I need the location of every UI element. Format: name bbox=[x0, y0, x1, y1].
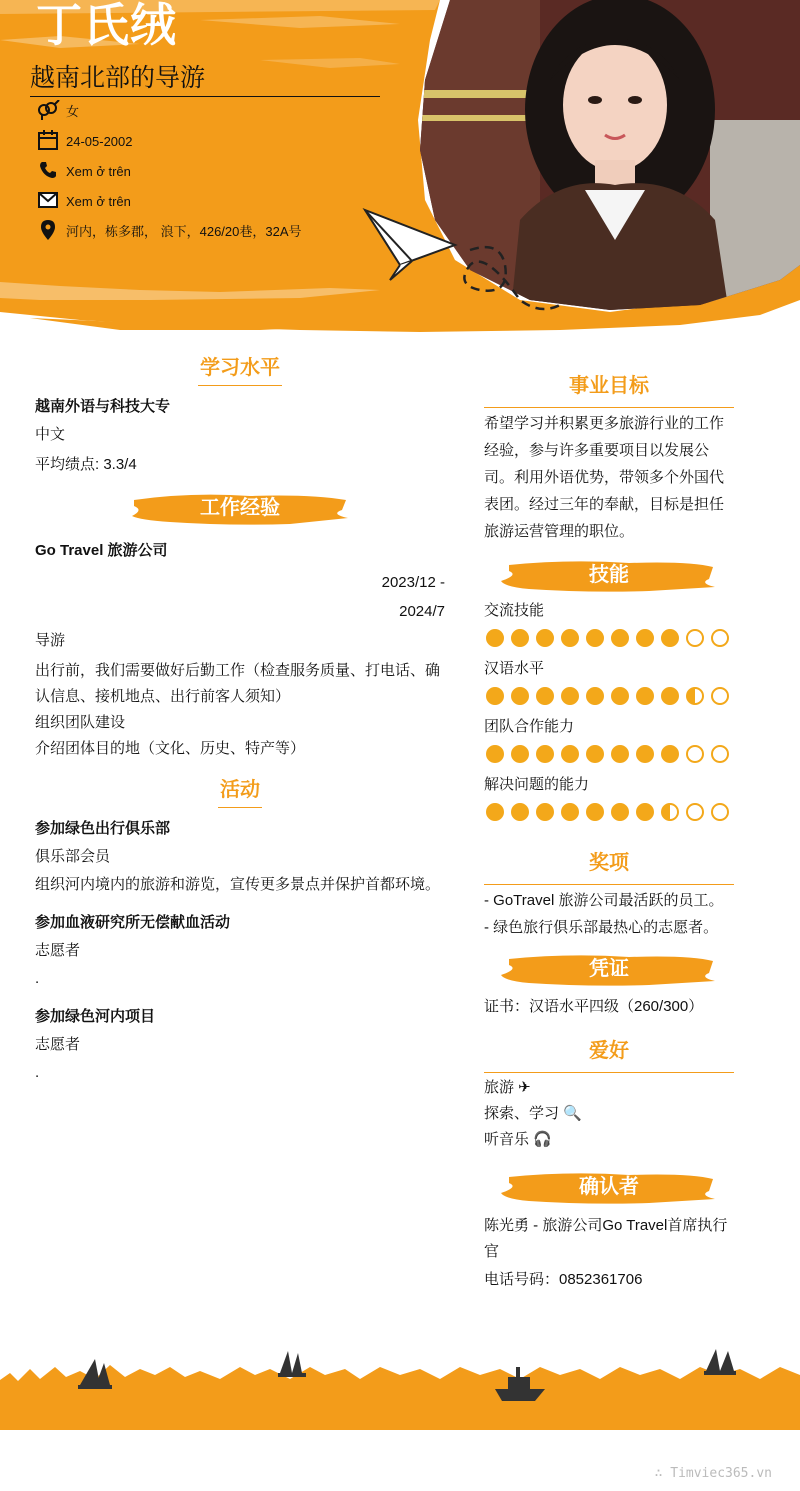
job-title: 越南北部的导游 bbox=[30, 58, 380, 97]
experience-duty: 出行前，我们需要做好后勤工作（检查服务质量、打电话、确认信息、接机地点、出行前客人须知） bbox=[35, 662, 441, 705]
objective-text: 希望学习并积累更多旅游行业的工作经验，参与许多重要项目以发展公司。利用外语优势，带领多个外国代表团。经过三年的奉献，目标是担任旅游运营管理的职位。 bbox=[484, 415, 725, 540]
rating-dot bbox=[611, 745, 629, 763]
rating-dot bbox=[611, 803, 629, 821]
rating-dot bbox=[536, 687, 554, 705]
rating-dot bbox=[561, 803, 579, 821]
hobby-item: 听音乐 🎧 bbox=[484, 1131, 552, 1148]
rating-dot bbox=[636, 803, 654, 821]
awards-section-title: 奖项 bbox=[484, 845, 734, 885]
experience-duty: 介绍团体目的地（文化、历史、特产等） bbox=[35, 740, 306, 757]
gender-value: 女 bbox=[66, 104, 80, 119]
rating-dot bbox=[511, 687, 529, 705]
phone-icon bbox=[36, 160, 60, 180]
rating-dot bbox=[561, 629, 579, 647]
gender-icon bbox=[36, 100, 60, 120]
experience-role: 导游 bbox=[35, 632, 66, 649]
experience-duty: 组织团队建设 bbox=[35, 714, 126, 731]
rating-dot bbox=[686, 629, 704, 647]
sailboat-icon bbox=[704, 1349, 736, 1375]
email-value: Xem ở trên bbox=[66, 194, 131, 209]
info-gender bbox=[36, 100, 79, 124]
activity-desc: . bbox=[35, 1064, 40, 1081]
birthdate-value: 24-05-2002 bbox=[66, 134, 133, 149]
hobbies-section-title: 爱好 bbox=[484, 1033, 734, 1073]
skills-section-title: 技能 bbox=[484, 557, 734, 597]
map-pin-icon bbox=[36, 220, 60, 240]
reference-person: 陈光勇 - 旅游公司Go Travel首席执行官 bbox=[484, 1217, 728, 1260]
info-address bbox=[36, 220, 326, 244]
activity-role: 志愿者 bbox=[35, 1036, 81, 1053]
education-section-title: 学习水平 bbox=[35, 350, 445, 390]
calendar-icon bbox=[36, 130, 60, 150]
rating-dot bbox=[661, 745, 679, 763]
rating-dot bbox=[511, 629, 529, 647]
rating-dot bbox=[611, 687, 629, 705]
watermark: ∴ Timviec365.vn bbox=[654, 1466, 772, 1481]
activity-name: 参加绿色河内项目 bbox=[35, 1008, 156, 1025]
skill-rating bbox=[486, 629, 734, 647]
rating-dot bbox=[711, 803, 729, 821]
rating-dot bbox=[486, 803, 504, 821]
envelope-icon bbox=[36, 190, 60, 210]
rating-dot bbox=[711, 629, 729, 647]
activity-role: 俱乐部会员 bbox=[35, 848, 111, 865]
rating-dot bbox=[586, 629, 604, 647]
rating-dot bbox=[686, 803, 704, 821]
rating-dot bbox=[511, 803, 529, 821]
activity-name: 参加绿色出行俱乐部 bbox=[35, 820, 171, 837]
experience-period-start: 2023/12 - bbox=[381, 574, 445, 591]
rating-dot bbox=[711, 687, 729, 705]
objective-section-title: 事业目标 bbox=[484, 368, 734, 408]
skill-label: 团队合作能力 bbox=[484, 718, 575, 735]
rating-dot bbox=[586, 803, 604, 821]
info-email bbox=[36, 190, 131, 214]
rating-dot bbox=[561, 745, 579, 763]
rating-dot bbox=[636, 687, 654, 705]
experience-section-title: 工作经验 bbox=[35, 490, 445, 530]
award-item: - 绿色旅行俱乐部最热心的志愿者。 bbox=[484, 919, 719, 936]
award-item: - GoTravel 旅游公司最活跃的员工。 bbox=[484, 892, 724, 909]
education-major: 中文 bbox=[35, 426, 66, 443]
education-gpa: 平均绩点: 3.3/4 bbox=[35, 456, 137, 473]
rating-dot bbox=[661, 687, 679, 705]
certificates-section-title: 凭证 bbox=[484, 951, 734, 991]
skill-rating bbox=[486, 745, 734, 763]
rating-dot bbox=[536, 745, 554, 763]
reference-phone: 电话号码：0852361706 bbox=[484, 1271, 643, 1288]
activity-desc: . bbox=[35, 970, 40, 987]
phone-value: Xem ở trên bbox=[66, 164, 131, 179]
rating-dot bbox=[636, 745, 654, 763]
activity-role: 志愿者 bbox=[35, 942, 81, 959]
info-phone bbox=[36, 160, 131, 184]
info-birthdate bbox=[36, 130, 133, 154]
rating-dot bbox=[611, 629, 629, 647]
candidate-name: 丁氏绒 bbox=[36, 0, 177, 51]
rating-dot bbox=[636, 629, 654, 647]
rating-dot bbox=[486, 745, 504, 763]
rating-dot bbox=[536, 803, 554, 821]
skill-rating bbox=[486, 803, 734, 821]
experience-period-end: 2024/7 bbox=[399, 603, 445, 620]
rating-dot bbox=[686, 745, 704, 763]
rating-dot bbox=[511, 745, 529, 763]
rating-dot bbox=[486, 629, 504, 647]
rating-dot bbox=[586, 687, 604, 705]
address-value: 河内，栋多郡， 浪下，426/20巷，32A号 bbox=[66, 224, 302, 239]
footer-grass-decoration bbox=[0, 1345, 800, 1435]
rating-dot bbox=[661, 803, 679, 821]
experience-company: Go Travel 旅游公司 bbox=[35, 542, 168, 559]
reference-section-title: 确认者 bbox=[484, 1169, 734, 1209]
paper-plane-icon bbox=[360, 205, 560, 320]
rating-dot bbox=[561, 687, 579, 705]
education-school: 越南外语与科技大专 bbox=[35, 398, 171, 415]
hobby-item: 探索、学习 🔍 bbox=[484, 1105, 582, 1122]
rating-dot bbox=[661, 629, 679, 647]
activity-name: 参加血液研究所无偿献血活动 bbox=[35, 914, 231, 931]
certificate-text: 证书：汉语水平四级（260/300） bbox=[484, 998, 704, 1015]
rating-dot bbox=[486, 687, 504, 705]
rating-dot bbox=[711, 745, 729, 763]
sailboat-icon bbox=[278, 1351, 306, 1377]
skill-label: 解决问题的能力 bbox=[484, 776, 590, 793]
rating-dot bbox=[686, 687, 704, 705]
activity-desc: 组织河内境内的旅游和游览，宣传更多景点并保护首都环境。 bbox=[35, 876, 441, 893]
skill-rating bbox=[486, 687, 734, 705]
hobby-item: 旅游 ✈ bbox=[484, 1079, 531, 1096]
skill-label: 交流技能 bbox=[484, 602, 545, 619]
activities-section-title: 活动 bbox=[35, 772, 445, 812]
rating-dot bbox=[586, 745, 604, 763]
skill-label: 汉语水平 bbox=[484, 660, 545, 677]
rating-dot bbox=[536, 629, 554, 647]
skills-list bbox=[484, 597, 734, 821]
